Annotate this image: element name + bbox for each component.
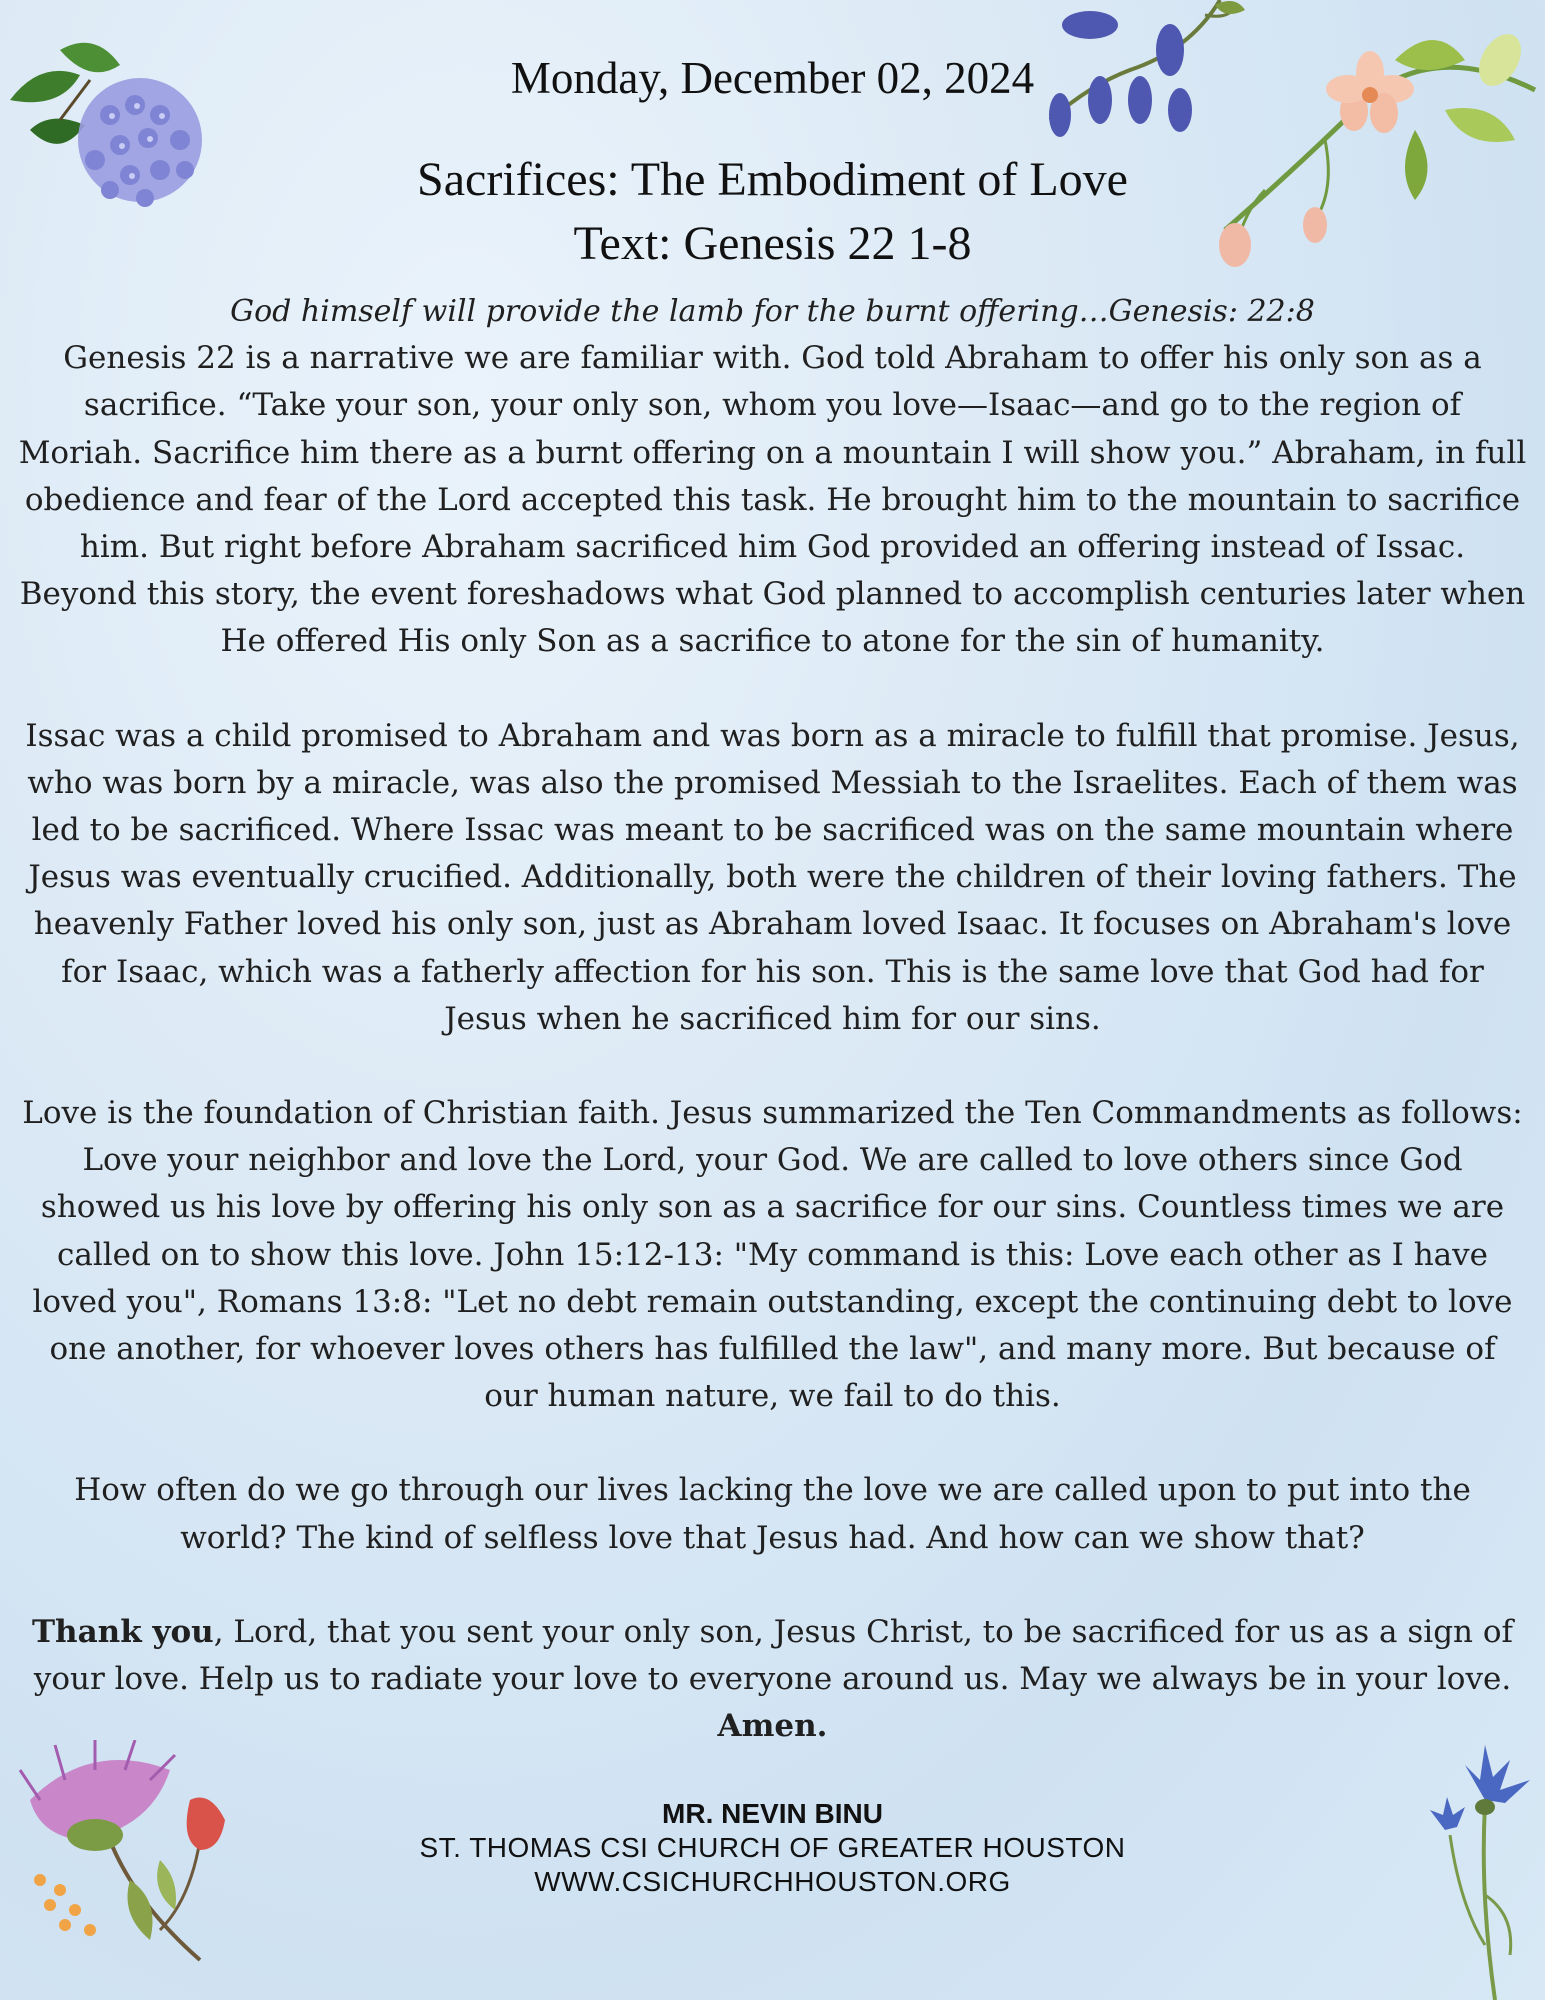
prayer-paragraph — [18, 1609, 1527, 1751]
church-website: WWW.CSICHURCHHOUSTON.ORG — [534, 1866, 1011, 1897]
paragraph-2: Issac was a child promised to Abraham and was born as a miracle to fulfill that promise. Jesus, who was born by a miracle, was also the promised Messiah to the Israelites. Each of them was led to be sacrificed. Where Issac was meant to be sacrificed was on the same mountain where Jesus was eventually crucified. Additionally, both were the children of their loving fathers. The heavenly Father loved his only son, just as Abraham loved Isaac. It focuses on Abraham's love for Isaac, which was a fatherly affection for his son. This is the same love that God had for Jesus when he sacrificed him for our sins. — [25, 717, 1520, 1037]
key-verse: God himself will provide the lamb for the burnt offering…Genesis: 22:8 — [230, 294, 1315, 329]
page-title: Sacrifices: The Embodiment of Love — [417, 153, 1128, 206]
paragraph-3: Love is the foundation of Christian faith. Jesus summarized the Ten Commandments as follows: Love your neighbor and love the Lord, your God. We are called to love others since God showed us his love by offering his only son as a sacrifice for our sins. Countless times we are called on to show this love. John 15:12-13: "My command is this: Love each other as I have loved you", Romans 13:8: "Let no debt remain outstanding, except the continuing debt to love one another, for whoever loves others has fulfilled the law", and many more. But because of our human nature, we fail to do this. — [22, 1095, 1523, 1415]
scripture-reference: Text: Genesis 22 1-8 — [573, 217, 972, 270]
prayer-lead: Thank you — [31, 1613, 214, 1650]
signature-block — [0, 1797, 1545, 1899]
church-name: ST. THOMAS CSI CHURCH OF GREATER HOUSTON — [419, 1832, 1126, 1863]
devotional-body — [18, 288, 1527, 1797]
prayer-closing: Amen. — [717, 1708, 828, 1745]
paragraph-4: How often do we go through our lives lacking the love we are called upon to put into the world? The kind of selfless love that Jesus had. And how can we show that? — [74, 1472, 1471, 1556]
sermon-title-block — [0, 148, 1545, 276]
paragraph-1: Genesis 22 is a narrative we are familiar with. God told Abraham to offer his only son as a sacrifice. “Take your son, your only son, whom you love—Isaac—and go to the region of Moriah. Sacrifice him there as a burnt offering on a mountain I will show you.” Abraham, in full obedience and fear of the Lord accepted this task. He brought him to the mountain to sacrifice him. But right before Abraham sacrificed him God provided an offering instead of Issac. Beyond this story, the event foreshadows what God planned to accomplish centuries later when He offered His only Son as a sacrifice to atone for the sin of humanity. — [18, 340, 1527, 660]
author-name: MR. NEVIN BINU — [662, 1798, 883, 1829]
date-heading: Monday, December 02, 2024 — [510, 53, 1035, 103]
prayer-body: , Lord, that you sent your only son, Jesus Christ, to be sacrificed for us as a sign of your love. Help us to radiate your love to everyone around us. May we always be in your love. — [33, 1613, 1513, 1698]
